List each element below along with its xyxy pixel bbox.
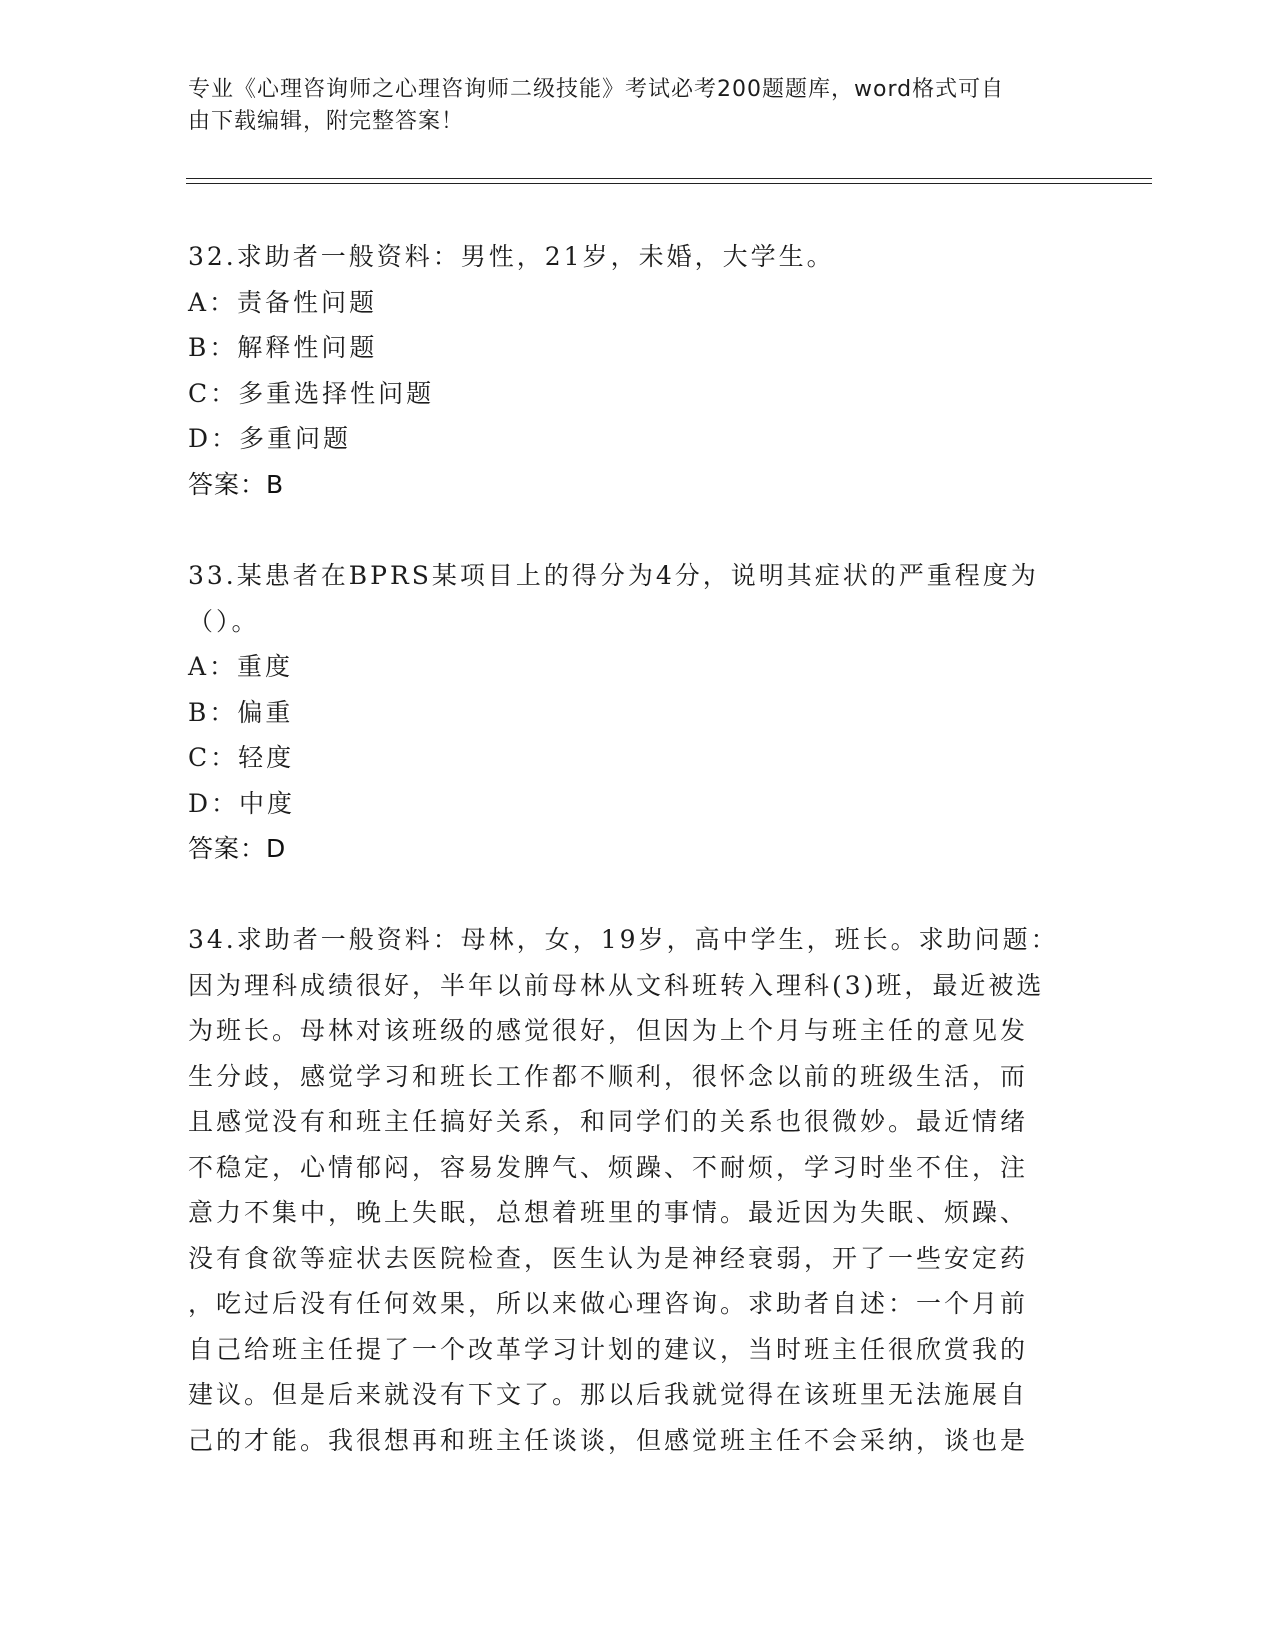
answer: 答案：D bbox=[188, 834, 287, 863]
option-a: A：责备性问题 bbox=[188, 287, 378, 317]
option-b: B：解释性问题 bbox=[188, 333, 378, 362]
question-stem: 32.求助者一般资料：男性，21岁，未婚，大学生。 bbox=[188, 242, 835, 271]
question-34 bbox=[188, 917, 1078, 1463]
option-d: D：中度 bbox=[188, 788, 296, 818]
header-divider-top bbox=[186, 178, 1152, 179]
question-stem-line: 没有食欲等症状去医院检查，医生认为是神经衰弱，开了一些安定药 bbox=[188, 1243, 1029, 1273]
option-b: B：偏重 bbox=[188, 697, 294, 727]
question-stem-line: 为班长。母林对该班级的感觉很好，但因为上个月与班主任的意见发 bbox=[188, 1016, 1029, 1045]
question-stem-line: ，吃过后没有任何效果，所以来做心理咨询。求助者自述：一个月前 bbox=[188, 1289, 1029, 1318]
header-line-1: 专业《心理咨询师之心理咨询师二级技能》考试必考200题题库，word格式可自 bbox=[188, 77, 1005, 102]
document-header bbox=[188, 74, 1068, 138]
option-c: C：轻度 bbox=[188, 743, 295, 772]
question-stem-line: 因为理科成绩很好，半年以前母林从文科班转入理科(3)班，最近被选 bbox=[188, 970, 1045, 1000]
question-stem-line: 34.求助者一般资料：母林，女，19岁，高中学生，班长。求助问题： bbox=[188, 925, 1059, 954]
question-stem-line: 意力不集中，晚上失眠，总想着班里的事情。最近因为失眠、烦躁、 bbox=[188, 1198, 1029, 1227]
question-stem-line-2: （）。 bbox=[188, 606, 260, 636]
question-stem-line: 不稳定，心情郁闷，容易发脾气、烦躁、不耐烦，学习时坐不住，注 bbox=[188, 1152, 1029, 1182]
question-stem-line: 建议。但是后来就没有下文了。那以后我就觉得在该班里无法施展自 bbox=[188, 1380, 1029, 1409]
option-c: C：多重选择性问题 bbox=[188, 378, 435, 408]
question-stem-line-1: 33.某患者在BPRS某项目上的得分为4分，说明其症状的严重程度为 bbox=[188, 561, 1039, 590]
header-line-2: 由下载编辑，附完整答案！ bbox=[188, 109, 465, 134]
question-stem-line: 己的才能。我很想再和班主任谈谈，但感觉班主任不会采纳，谈也是 bbox=[188, 1425, 1029, 1455]
answer: 答案：B bbox=[188, 469, 285, 499]
question-stem-line: 且感觉没有和班主任搞好关系，和同学们的关系也很微妙。最近情绪 bbox=[188, 1107, 1029, 1136]
question-stem-line: 生分歧，感觉学习和班长工作都不顺利，很怀念以前的班级生活，而 bbox=[188, 1061, 1029, 1091]
header-divider-bottom bbox=[186, 183, 1152, 184]
question-32 bbox=[188, 234, 1078, 507]
option-d: D：多重问题 bbox=[188, 424, 352, 453]
question-33 bbox=[188, 553, 1078, 872]
option-a: A：重度 bbox=[188, 652, 294, 681]
question-stem-line: 自己给班主任提了一个改革学习计划的建议，当时班主任很欣赏我的 bbox=[188, 1334, 1029, 1364]
